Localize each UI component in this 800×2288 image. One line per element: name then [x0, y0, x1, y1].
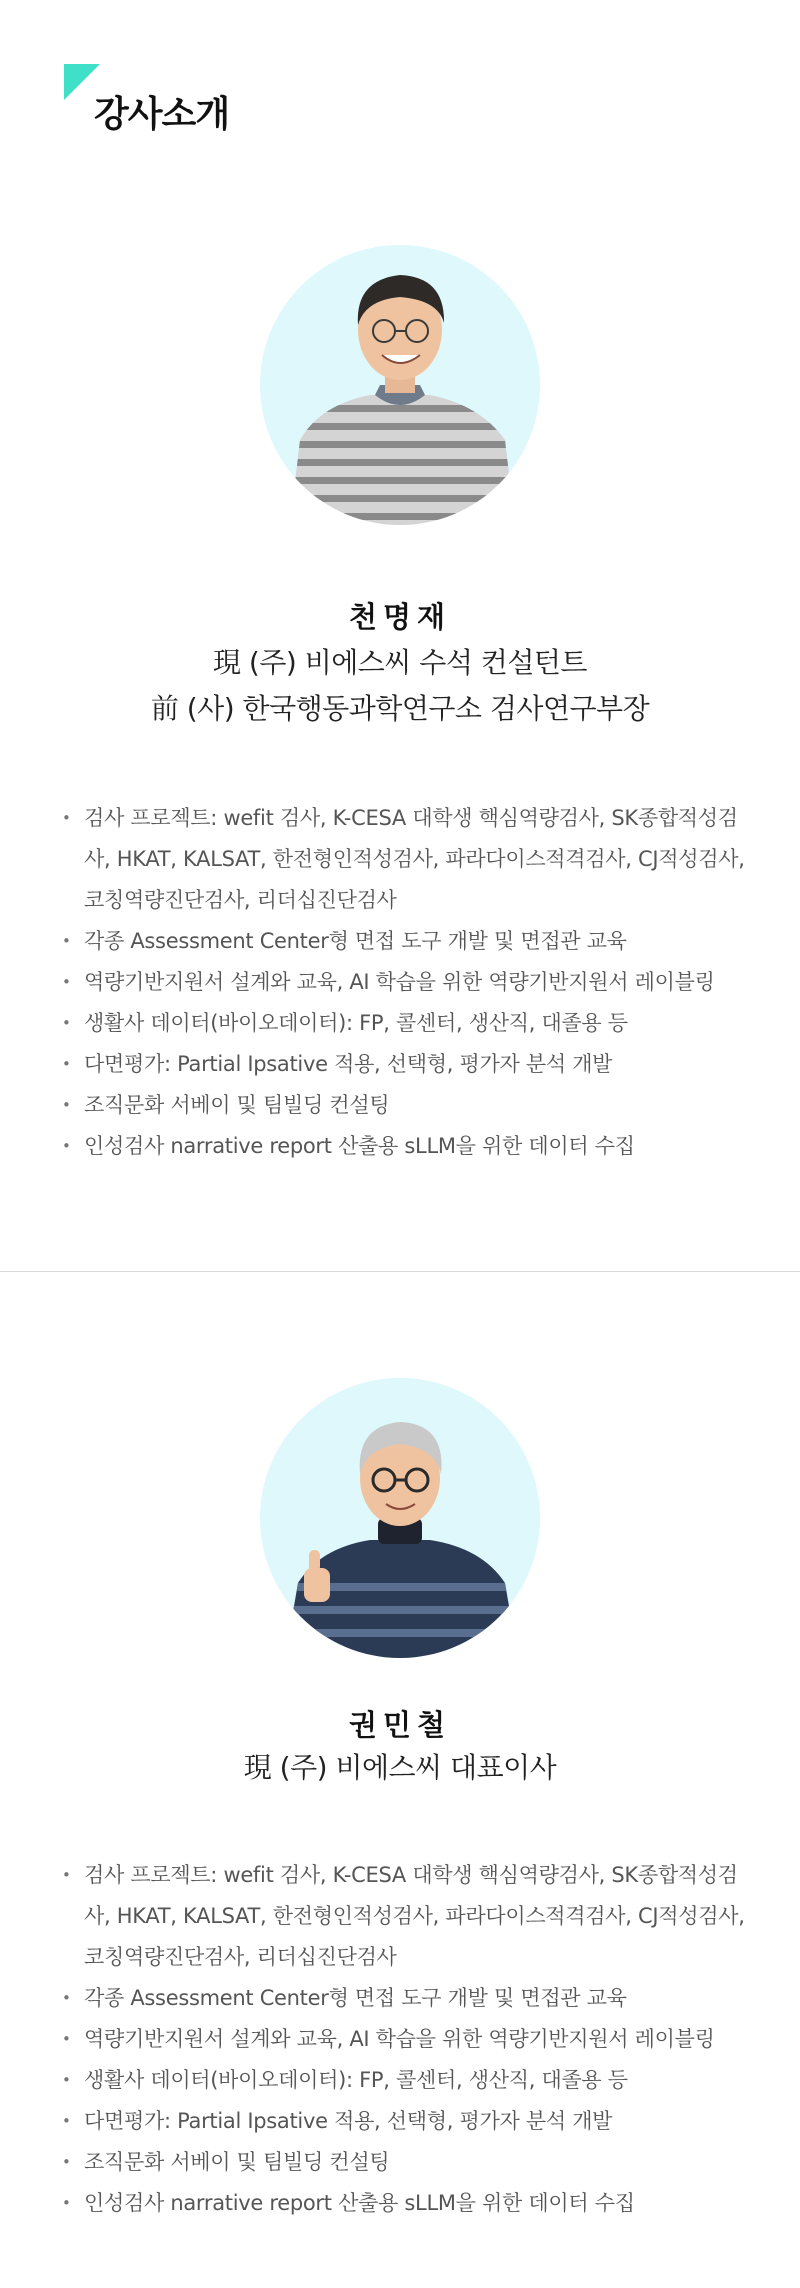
instructor-photo: [260, 245, 540, 525]
list-item: • 검사 프로젝트: wefit 검사, K-CESA 대학생 핵심역량검사, SK종합적성검사, HKAT, KALSAT, 한전형인적성검사, 파라다이스적격검사, CJ적성검사, 코칭역량진단검사, 리더십진단검사: [60, 798, 760, 921]
list-item: • 조직문화 서베이 및 팀빌딩 컨설팅: [60, 1085, 760, 1126]
list-item: • 생활사 데이터(바이오데이터): FP, 콜센터, 생산직, 대졸용 등: [60, 1003, 760, 1044]
list-item: • 인성검사 narrative report 산출용 sLLM을 위한 데이터 수집: [60, 2183, 760, 2224]
section-title: 강사소개: [94, 94, 230, 135]
list-item: • 역량기반지원서 설계와 교육, AI 학습을 위한 역량기반지원서 레이블링: [60, 2019, 760, 2060]
list-item: • 검사 프로젝트: wefit 검사, K-CESA 대학생 핵심역량검사, SK종합적성검사, HKAT, KALSAT, 한전형인적성검사, 파라다이스적격검사, CJ적성검사, 코칭역량진단검사, 리더십진단검사: [60, 1855, 760, 1978]
list-item: • 다면평가: Partial Ipsative 적용, 선택형, 평가자 분석 개발: [60, 2101, 760, 2142]
list-item: • 조직문화 서베이 및 팀빌딩 컨설팅: [60, 2142, 760, 2183]
instructor-role-current: 現 (주) 비에스씨 대표이사: [243, 1751, 557, 1784]
section-divider: [0, 1271, 800, 1272]
instructor-name: 권민철: [348, 1708, 452, 1742]
instructor-photo: [260, 1378, 540, 1658]
list-item: • 각종 Assessment Center형 면접 도구 개발 및 면접관 교육: [60, 1978, 760, 2019]
list-item: • 역량기반지원서 설계와 교육, AI 학습을 위한 역량기반지원서 레이블링: [60, 962, 760, 1003]
instructor-role-current: 現 (주) 비에스씨 수석 컨설턴트: [213, 646, 587, 679]
list-item: • 생활사 데이터(바이오데이터): FP, 콜센터, 생산직, 대졸용 등: [60, 2060, 760, 2101]
instructor-name: 천명재: [348, 600, 452, 634]
instructor-role-former: 前 (사) 한국행동과학연구소 검사연구부장: [150, 692, 650, 725]
list-item: • 인성검사 narrative report 산출용 sLLM을 위한 데이터 수집: [60, 1126, 760, 1167]
career-list: [60, 798, 760, 1167]
list-item: • 각종 Assessment Center형 면접 도구 개발 및 면접관 교육: [60, 921, 760, 962]
list-item: • 다면평가: Partial Ipsative 적용, 선택형, 평가자 분석 개발: [60, 1044, 760, 1085]
career-list: [60, 1855, 760, 2224]
